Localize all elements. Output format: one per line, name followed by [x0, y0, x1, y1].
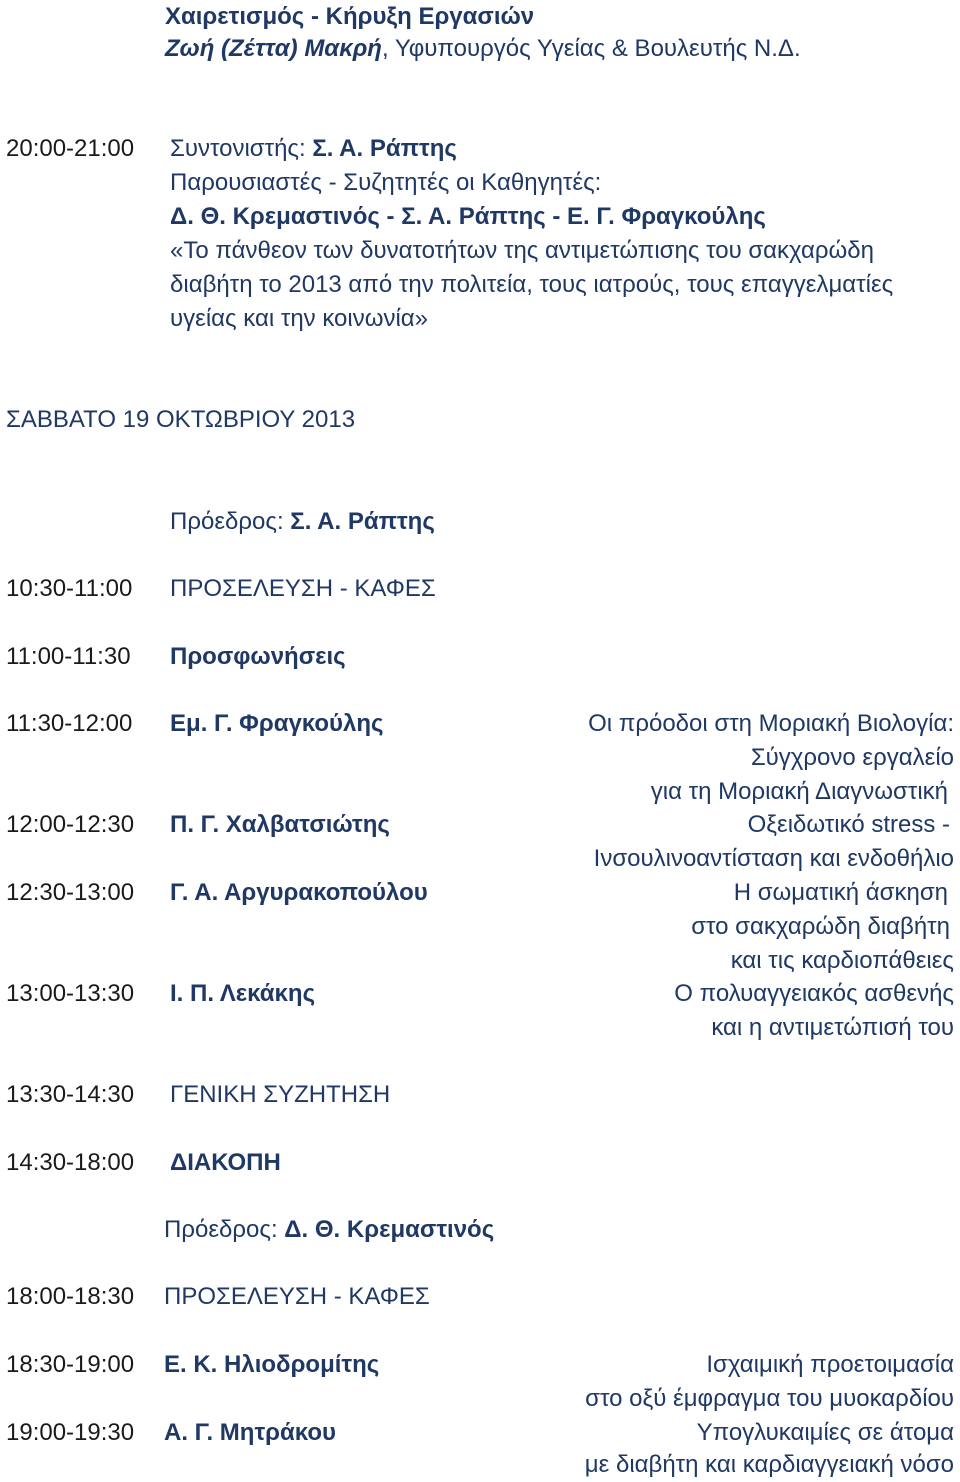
talk-title-line: με διαβήτη και καρδιαγγειακή νόσο [584, 1451, 954, 1478]
talk-title-line: Οι πρόοδοι στη Μοριακή Βιολογία: [588, 710, 954, 737]
talk-time: 11:30-12:00 [6, 710, 133, 737]
evening-session-time: 20:00-21:00 [6, 135, 135, 162]
block-label: ΓΕΝΙΚΗ ΣΥΖΗΤΗΣΗ [170, 1081, 391, 1108]
talk-time: 13:00-13:30 [6, 980, 135, 1007]
block-time: 10:30-11:00 [6, 575, 133, 602]
talk-title-line: Οξειδωτικό stress - [747, 811, 950, 838]
block-time: 14:30-18:00 [6, 1149, 135, 1176]
talk-speaker: Γ. Α. Αργυρακοπούλου [170, 879, 428, 906]
chair-label: Πρόεδρος: [170, 508, 291, 535]
talk-speaker: Εμ. Γ. Φραγκούλης [170, 710, 384, 737]
evening-topic-line: διαβήτη το 2013 από την πολιτεία, τους ιατρούς, τους επαγγελματίες [170, 271, 894, 298]
evening-topic-line: υγείας και την κοινωνία» [170, 305, 429, 332]
day-heading: ΣΑΒΒΑΤΟ 19 ΟΚΤΩΒΡΙΟΥ 2013 [6, 406, 356, 433]
talk-title-line: Η σωματική άσκηση [733, 879, 948, 906]
block-time: 13:30-14:30 [6, 1081, 135, 1108]
talk-title-line: στο οξύ έμφραγμα του μυοκαρδίου [585, 1385, 954, 1412]
talk-time: 12:00-12:30 [6, 811, 135, 838]
talk-speaker: Ι. Π. Λεκάκης [170, 980, 316, 1007]
chair-label: Πρόεδρος: [164, 1216, 285, 1243]
talk-title-line: Ισχαιμική προετοιμασία [706, 1351, 954, 1378]
talk-title-line: Υπογλυκαιμίες σε άτομα [696, 1419, 954, 1446]
talk-title-line: για τη Μοριακή Διαγνωστική [650, 778, 948, 805]
moderator-name: Σ. Α. Ράπτης [312, 135, 457, 162]
greeting-speaker [165, 32, 801, 66]
talk-speaker: Π. Γ. Χαλβατσιώτης [170, 811, 390, 838]
chair-name: Σ. Α. Ράπτης [290, 508, 435, 535]
talk-title-line: Ινσουλινοαντίσταση και ενδοθήλιο [593, 845, 954, 872]
talk-title-line: Ο πολυαγγειακός ασθενής [674, 980, 954, 1007]
talk-title-line: Σύγχρονο εργαλείο [750, 744, 954, 771]
evening-moderator [170, 132, 457, 166]
talk-time: 12:30-13:00 [6, 879, 135, 906]
block-label: ΠΡΟΣΕΛΕΥΣΗ - ΚΑΦΕΣ [170, 575, 436, 602]
greeting-title: Χαιρετισμός - Κήρυξη Εργασιών [165, 3, 535, 30]
afternoon-chair [164, 1213, 494, 1247]
block-time: 11:00-11:30 [6, 643, 131, 670]
block-time: 18:00-18:30 [6, 1283, 135, 1310]
greeting-speaker-role: , Υφυπουργός Υγείας & Βουλευτής Ν.Δ. [381, 35, 801, 62]
talk-speaker: Ε. Κ. Ηλιοδρομίτης [164, 1351, 380, 1378]
talk-title-line: και τις καρδιοπάθειες [730, 947, 954, 974]
talk-title-line: και η αντιμετώπισή του [711, 1014, 954, 1041]
morning-chair [170, 505, 435, 539]
evening-topic-line: «Το πάνθεον των δυνατοτήτων της αντιμετώπισης του σακχαρώδη [170, 237, 874, 264]
block-label: ΔΙΑΚΟΠΗ [170, 1149, 281, 1176]
talk-time: 18:30-19:00 [6, 1351, 135, 1378]
block-label: Προσφωνήσεις [170, 643, 346, 670]
presenters-names: Δ. Θ. Κρεμαστινός - Σ. Α. Ράπτης - Ε. Γ. Φραγκούλης [170, 203, 766, 230]
talk-title-line: στο σακχαρώδη διαβήτη [691, 913, 950, 940]
presenters-label: Παρουσιαστές - Συζητητές οι Καθηγητές: [170, 169, 602, 196]
talk-time: 19:00-19:30 [6, 1419, 135, 1446]
chair-name: Δ. Θ. Κρεμαστινός [284, 1216, 495, 1243]
block-label: ΠΡΟΣΕΛΕΥΣΗ - ΚΑΦΕΣ [164, 1283, 430, 1310]
moderator-label: Συντονιστής: [170, 135, 313, 162]
greeting-speaker-name: Ζωή (Ζέττα) Μακρή [165, 35, 382, 62]
talk-speaker: Α. Γ. Μητράκου [164, 1419, 336, 1446]
